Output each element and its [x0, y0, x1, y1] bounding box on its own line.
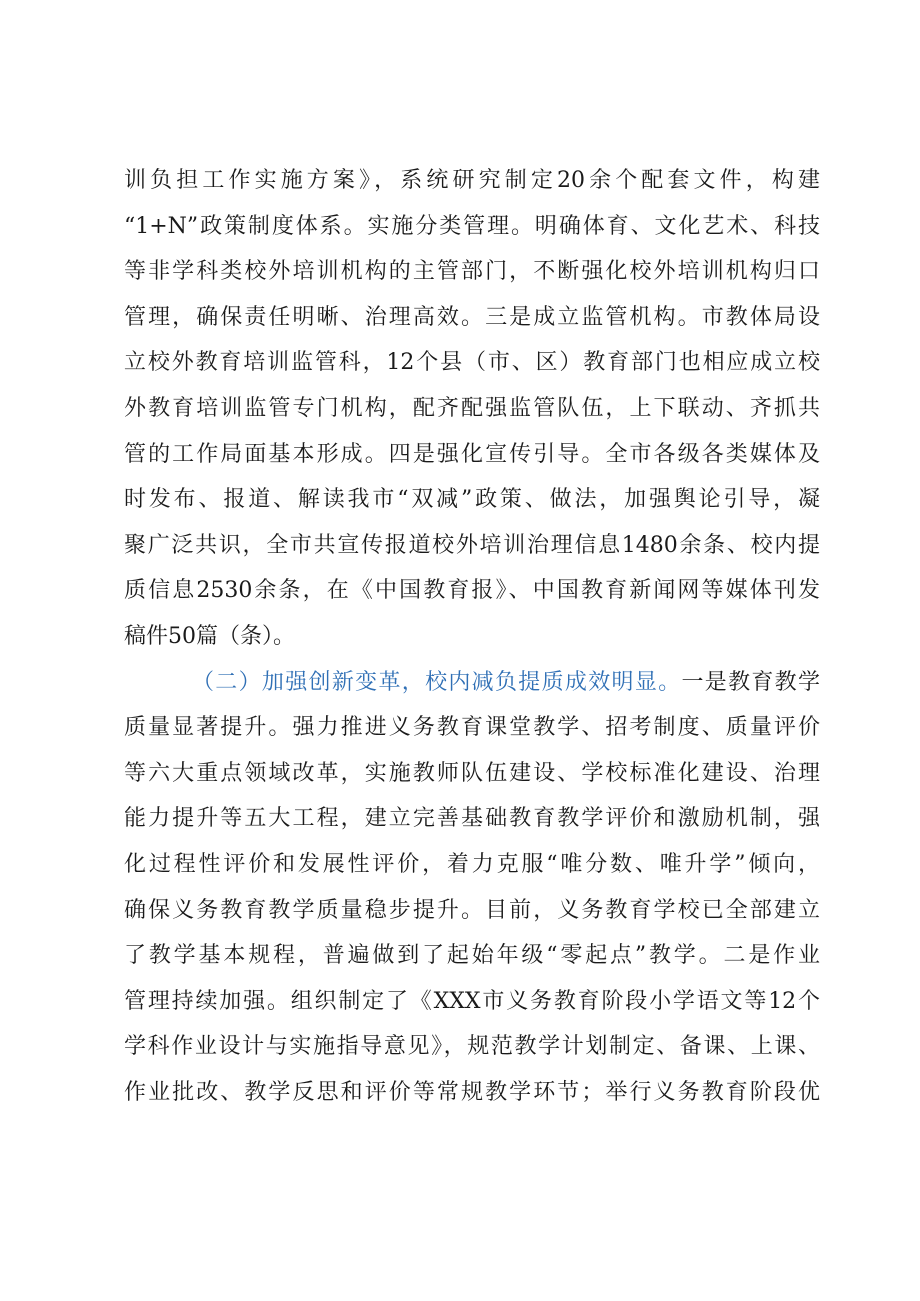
- paragraph-1: [124, 158, 820, 660]
- section-heading: （二）加强创新变革，校内减负提质成效明显。: [192, 669, 682, 695]
- text-line: 训负担工作实施方案》，系统研究制定20余个配套文件，构建: [124, 168, 820, 193]
- text-line: 化过程性评价和发展性评价，着力克服“唯分数、唯升学”倾向，: [124, 851, 820, 877]
- text-line: 了教学基本规程，普遍做到了起始年级“零起点”教学。二是作业: [124, 943, 820, 969]
- text-line: 作业批改、教学反思和评价等常规教学环节；举行义务教育阶段优: [124, 1079, 820, 1105]
- text-line: 确保义务教育教学质量稳步提升。目前，义务教育学校已全部建立: [124, 897, 820, 923]
- text-run: 一是教育教学: [681, 669, 820, 695]
- text-line: 聚广泛共识，全市共宣传报道校外培训治理信息1480余条、校内提: [124, 532, 820, 558]
- text-line: 稿件50篇（条）。: [124, 623, 295, 649]
- text-line: 学科作业设计与实施指导意见》，规范教学计划制定、备课、上课、: [124, 1034, 820, 1060]
- text-line: 能力提升等五大工程，建立完善基础教育教学评价和激励机制，强: [124, 806, 820, 832]
- text-line: 立校外教育培训监管科，12个县（市、区）教育部门也相应成立校: [124, 350, 820, 376]
- text-line: 外教育培训监管专门机构，配齐配强监管队伍，上下联动、齐抓共: [124, 395, 820, 421]
- text-line: 质信息2530余条，在《中国教育报》、中国教育新闻网等媒体刊发: [124, 578, 820, 604]
- text-line: 质量显著提升。强力推进义务教育课堂教学、招考制度、质量评价: [124, 715, 820, 741]
- text-line: 时发布、报道、解读我市“双减”政策、做法，加强舆论引导，凝: [124, 487, 820, 513]
- text-line: 等六大重点领域改革，实施教师队伍建设、学校标准化建设、治理: [124, 760, 820, 786]
- paragraph-2: [124, 660, 820, 1116]
- text-line: 等非学科类校外培训机构的主管部门，不断强化校外培训机构归口: [124, 259, 820, 285]
- text-line: “1+N”政策制度体系。实施分类管理。明确体育、文化艺术、科技: [124, 213, 820, 239]
- paragraph-first-line: [124, 660, 820, 706]
- text-line: 管理持续加强。组织制定了《XXX市义务教育阶段小学语文等12个: [124, 988, 820, 1014]
- document-body: [124, 158, 820, 1115]
- text-line: 管理，确保责任明晰、治理高效。三是成立监管机构。市教体局设: [124, 304, 820, 330]
- text-line: 管的工作局面基本形成。四是强化宣传引导。全市各级各类媒体及: [124, 441, 820, 467]
